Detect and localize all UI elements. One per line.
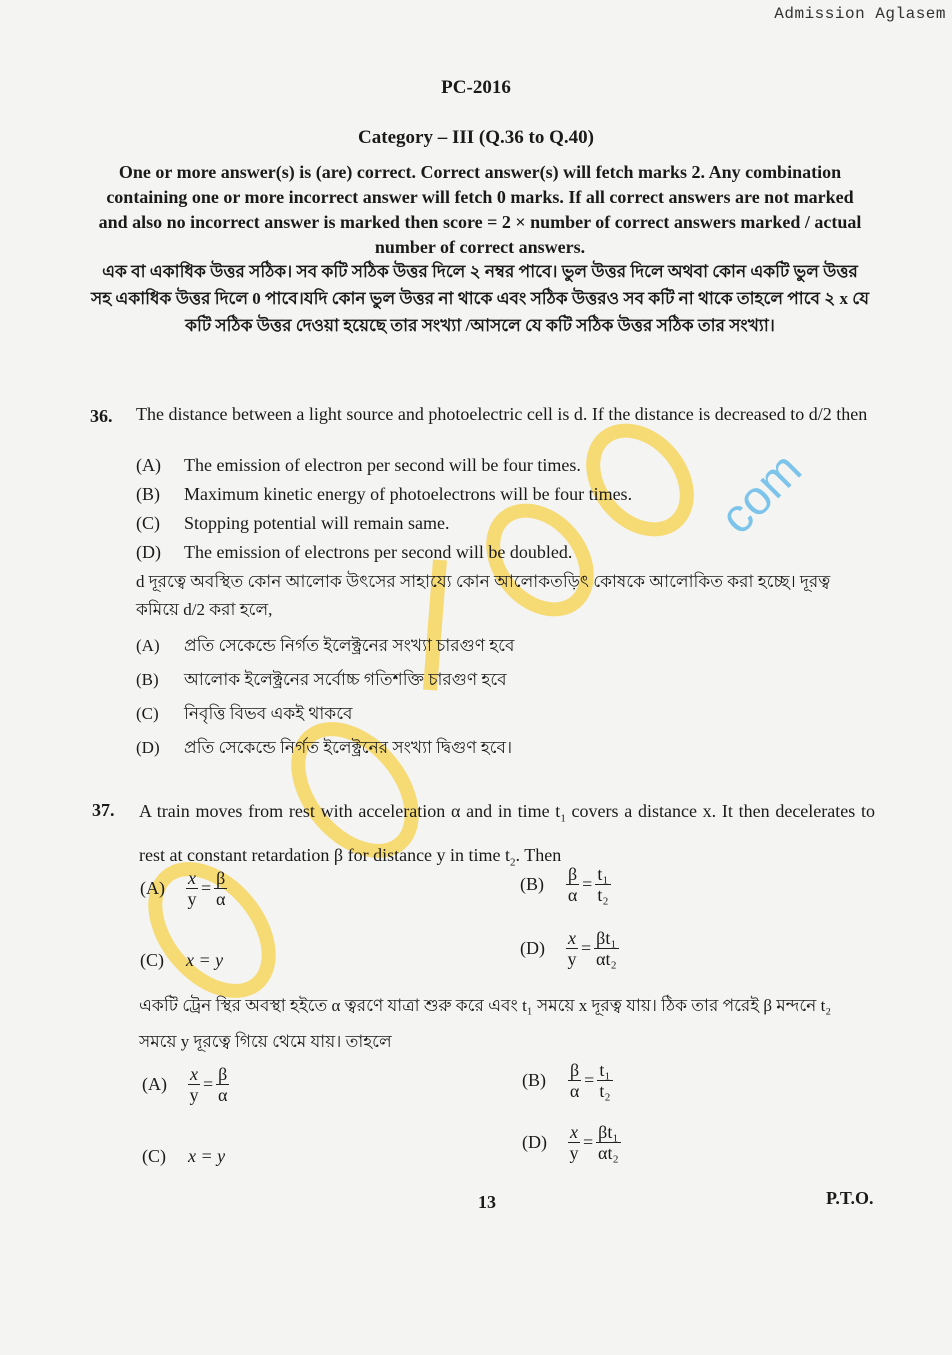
site-header: Admission Aglasem xyxy=(774,5,946,23)
numerator: β xyxy=(568,864,578,884)
category-heading: Category – III (Q.36 to Q.40) xyxy=(358,127,594,148)
options-list xyxy=(136,455,876,571)
option-label: (D) xyxy=(136,738,160,757)
expression: x = y xyxy=(186,950,224,970)
denominator: y xyxy=(569,1143,579,1163)
option-label: (D) xyxy=(520,938,545,958)
fraction xyxy=(186,868,198,909)
option-label: (A) xyxy=(136,636,160,655)
equals: = xyxy=(581,938,592,958)
option-label: (B) xyxy=(522,1070,546,1090)
option-label: (C) xyxy=(136,704,159,723)
numerator: t₁ xyxy=(597,864,609,884)
option-a xyxy=(136,455,876,484)
denominator: t₂ xyxy=(597,885,609,905)
option-c-bengali xyxy=(142,1146,225,1167)
subscript: 2 xyxy=(510,856,516,869)
fraction xyxy=(566,928,578,969)
denominator: α xyxy=(216,889,226,909)
fraction xyxy=(566,864,579,905)
page-number: 13 xyxy=(478,1192,496,1212)
option-text: Stopping potential will remain same. xyxy=(184,513,450,533)
fraction xyxy=(568,1122,580,1163)
option-label: (B) xyxy=(136,484,160,504)
option-d xyxy=(520,928,619,969)
equals: = xyxy=(203,1074,214,1094)
option-label: (A) xyxy=(140,878,165,898)
numerator: βt₁ xyxy=(598,1122,619,1142)
question-text-bengali: d দূরত্বে অবস্থিত কোন আলোক উৎসের সাহায্যে কোন আলোকতড়িৎ কোষকে আলোকিত করা হচ্ছে। দূরত্ব কমিয়ে d/2 করা হলে, xyxy=(136,572,831,619)
option-label: (C) xyxy=(142,1146,166,1166)
option-d-bengali xyxy=(522,1122,621,1163)
option-a xyxy=(140,868,227,909)
option-c-bengali xyxy=(136,698,876,732)
option-label: (D) xyxy=(522,1132,547,1152)
option-b xyxy=(520,864,611,905)
fraction xyxy=(594,928,618,969)
numerator: β xyxy=(216,868,226,888)
fraction xyxy=(216,1064,229,1105)
numerator: x xyxy=(188,868,196,888)
subscript: 1 xyxy=(560,812,566,825)
fraction xyxy=(214,868,227,909)
option-b-bengali xyxy=(136,664,876,698)
instructions-english: One or more answer(s) is (are) correct. Correct answer(s) will fetch marks 2. Any combination containing one or more incorrect answer will fetch 0 marks. If all correct answers are not marked and also no incorrect answer is marked then score = 2 × number of correct answers marked / actual number of correct answers. xyxy=(98,162,862,257)
option-text: প্রতি সেকেন্ডে নির্গত ইলেক্ট্রনের সংখ্যা দ্বিগুণ হবে। xyxy=(184,738,513,757)
option-label: (C) xyxy=(136,513,160,533)
denominator: α xyxy=(218,1085,228,1105)
fraction xyxy=(597,1060,612,1101)
equals: = xyxy=(584,1070,595,1090)
numerator: x xyxy=(190,1064,198,1084)
question-text-bengali-line2: সময়ে y দূরত্বে গিয়ে থেমে যায়। তাহলে xyxy=(139,1032,392,1051)
numerator: t₁ xyxy=(599,1060,611,1080)
option-text: The emission of electron per second will be four times. xyxy=(184,455,581,475)
options-list-bengali xyxy=(136,630,876,766)
option-label: (A) xyxy=(142,1074,167,1094)
fraction xyxy=(568,1060,581,1101)
option-text: প্রতি সেকেন্ডে নির্গত ইলেক্ট্রনের সংখ্যা চারগুণ হবে xyxy=(184,636,515,655)
denominator: y xyxy=(187,889,197,909)
question-text: The distance between a light source and photoelectric cell is d. If the distance is decreased to d/2 then xyxy=(136,404,868,424)
option-text: The emission of electrons per second will be doubled. xyxy=(184,542,573,562)
pto-label: P.T.O. xyxy=(826,1188,874,1208)
option-label: (D) xyxy=(136,542,161,562)
svg-text:com: com xyxy=(710,442,812,545)
numerator: βt₁ xyxy=(596,928,617,948)
text-part: A train moves from rest with acceleration α and in time t xyxy=(139,801,561,821)
option-b xyxy=(136,484,876,513)
question-number: 36. xyxy=(90,406,113,426)
equals: = xyxy=(583,1132,594,1152)
option-text: নিবৃত্তি বিভব একই থাকবে xyxy=(184,704,353,723)
denominator: y xyxy=(567,949,577,969)
denominator: y xyxy=(189,1085,199,1105)
expression: x = y xyxy=(188,1146,226,1166)
fraction xyxy=(188,1064,200,1105)
denominator: αt₂ xyxy=(596,949,617,969)
numerator: β xyxy=(570,1060,580,1080)
paper-code: PC-2016 xyxy=(441,77,511,98)
equals: = xyxy=(201,878,212,898)
question-text xyxy=(139,793,875,880)
question-text-bengali-line1: একটি ট্রেন স্থির অবস্থা হইতে α ত্বরণে যাত্রা শুরু করে এবং t₁ সময়ে x দূরত্ব যায়। ঠিক তার পরেই β মন্দনে t₂ xyxy=(139,996,832,1015)
denominator: α xyxy=(569,1081,580,1101)
option-d-bengali xyxy=(136,732,876,766)
option-c xyxy=(140,950,223,971)
text-part: . Then xyxy=(515,844,562,865)
option-label: (B) xyxy=(520,874,544,894)
option-c xyxy=(136,513,876,542)
text-part: covers a distance x. It then decelerates to rest at constant retardation β for distance y in time t xyxy=(139,801,875,865)
fraction xyxy=(595,864,610,905)
fraction xyxy=(596,1122,620,1163)
numerator: x xyxy=(568,928,576,948)
option-label: (C) xyxy=(140,950,164,970)
numerator: β xyxy=(218,1064,228,1084)
denominator: αt₂ xyxy=(598,1143,619,1163)
option-b-bengali xyxy=(522,1060,613,1101)
option-d xyxy=(136,542,876,571)
numerator: x xyxy=(570,1122,578,1142)
instructions-bengali: এক বা একাধিক উত্তর সঠিক। সব কটি সঠিক উত্তর দিলে ২ নম্বর পাবে। ভুল উত্তর দিলে অথবা কোন একটি ভুল উত্তর সহ একাধিক উত্তর দিলে 0 পাবে।যদি কোন ভুল উত্তর না থাকে এবং সঠিক উত্তরও সব কটি না থাকে তাহলে পাবে ২ x যে কটি সঠিক উত্তর দেওয়া হয়েছে তার সংখ্যা /আসলে যে কটি সঠিক উত্তর সঠিক তার সংখ্যা। xyxy=(91,262,869,335)
equals: = xyxy=(582,874,593,894)
question-number: 37. xyxy=(92,800,115,820)
denominator: α xyxy=(567,885,578,905)
option-a-bengali xyxy=(136,630,876,664)
option-label: (B) xyxy=(136,670,159,689)
option-text: আলোক ইলেক্ট্রনের সর্বোচ্চ গতিশক্তি চারগুণ হবে xyxy=(184,670,507,689)
option-label: (A) xyxy=(136,455,161,475)
option-a-bengali xyxy=(142,1064,229,1105)
denominator: t₂ xyxy=(599,1081,611,1101)
option-text: Maximum kinetic energy of photoelectrons will be four times. xyxy=(184,484,633,504)
